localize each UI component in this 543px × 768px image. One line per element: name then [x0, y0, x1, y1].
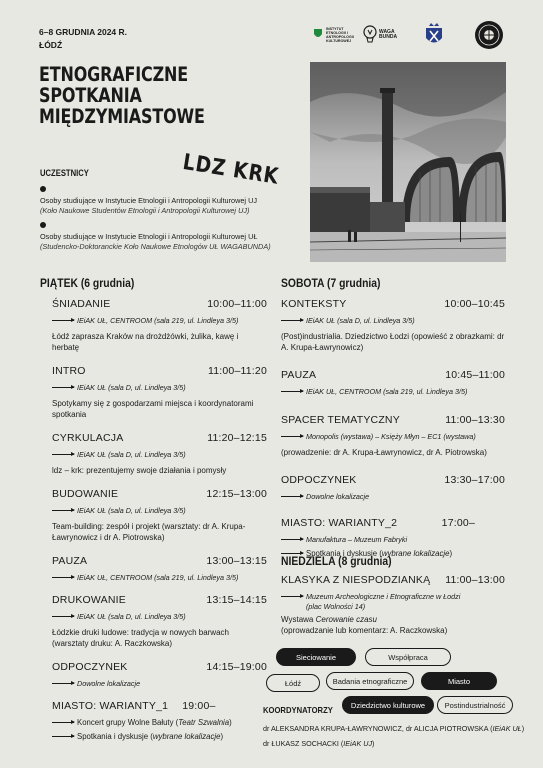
event-item — [281, 298, 505, 353]
event-time: 11:20–12:15 — [207, 432, 267, 444]
event-location-end: ) — [220, 732, 224, 741]
event-location-venue: wybrane lokalizacje — [381, 549, 450, 558]
date-text: 6–8 GRUDNIA 2024 R. — [39, 27, 128, 37]
arrow-icon — [52, 736, 74, 737]
title-line-2: SPOTKANIA — [39, 84, 142, 107]
arrow-icon — [52, 320, 74, 321]
participant-item — [40, 186, 310, 216]
event-location: Manufaktura – Muzeum Fabryki — [306, 535, 408, 544]
saturday-heading: SOBOTA (7 grudnia) — [281, 278, 381, 290]
event-description: (prowadzenie: dr A. Krupa-Ławrynowicz, dr A. Piotrowska) — [281, 448, 487, 457]
event-location: Monopolis (wystawa) – Księży Młyn – EC1 (wystawa) — [306, 432, 476, 441]
event-time: 13:15–14:15 — [206, 594, 267, 606]
event-time: 10:45–11:00 — [445, 369, 505, 381]
coordinators-line — [263, 739, 533, 749]
event-time: 17:00– — [441, 517, 475, 529]
event-description: Spotykamy się z gospodarzami miejsca i koordynatorami spotkania — [52, 399, 254, 419]
event-name: PAUZA — [52, 555, 88, 567]
event-location: IEiAK UŁ, CENTROOM (sala 219, ul. Lindleya 3/5) — [77, 316, 239, 325]
event-location: Muzeum Archeologiczne i Etnograficzne w Łodzi — [306, 592, 461, 601]
event-time: 12:15–13:00 — [206, 488, 267, 500]
arrow-icon — [52, 387, 74, 388]
event-time: 11:00–13:30 — [445, 414, 505, 426]
tag-lodz: Łódź — [266, 674, 320, 692]
event-time: 13:00–13:15 — [206, 555, 267, 567]
event-location-venue: Teatr Szwalnia — [178, 718, 230, 727]
event-name: ŚNIADANIE — [52, 298, 111, 310]
title-line-3: MIĘDZYMIASTOWE — [39, 105, 205, 128]
wagabunda-logo-text: WAGA BUNDA — [379, 28, 398, 40]
coordinators-heading: KOORDYNATORZY — [263, 705, 333, 715]
arrow-icon — [281, 496, 303, 497]
arrow-icon — [52, 722, 74, 723]
tag-sieciowanie: Sieciowanie — [276, 648, 356, 666]
event-description: (Post)industrialia. Dziedzictwo Łodzi (opowieść z obrazkami: dr A. Krupa-Ławrynowicz) — [281, 332, 505, 352]
event-location: IEiAK UŁ, CENTROOM (sala 219, ul. Lindleya 3/5) — [77, 573, 239, 582]
event-date — [39, 26, 127, 52]
event-name: KLASYKA Z NIESPODZIANKĄ — [281, 574, 431, 586]
event-description: ldz – krk: prezentujemy swoje działania i pomysły — [52, 466, 227, 475]
event-name: SPACER TEMATYCZNY — [281, 414, 400, 426]
arrow-icon — [281, 320, 303, 321]
event-item — [281, 369, 505, 396]
event-location: Dowolne lokalizacje — [77, 679, 141, 688]
lightbulb-icon — [362, 24, 378, 46]
event-description: (oprowadzanie lub komentarz: A. Raczkowska) — [281, 626, 448, 635]
event-time: 10:00–10:45 — [444, 298, 505, 310]
coordinators-line — [263, 724, 533, 734]
event-location-end: ) — [229, 718, 232, 727]
ul-seal — [474, 18, 504, 52]
crest-icon — [425, 22, 443, 48]
factory-photo — [310, 62, 506, 262]
sunday-heading: NIEDZIELA (8 grudnia) — [281, 556, 392, 568]
event-location: IEiAK UŁ, CENTROOM (sala 219, ul. Lindleya 3/5) — [306, 387, 468, 396]
event-item — [52, 700, 267, 741]
event-location: IEiAK UŁ (sala D, ul. Lindleya 3/5) — [306, 316, 415, 325]
event-name: MIASTO: WARIANTY_2 — [281, 517, 398, 529]
event-time: 13:30–17:00 — [444, 474, 505, 486]
event-name: INTRO — [52, 365, 86, 377]
event-item — [52, 555, 267, 582]
event-location-end: ) — [449, 549, 453, 558]
event-item — [281, 414, 505, 458]
event-name: KONTEKSTY — [281, 298, 347, 310]
tag-dziedzictwo: Dziedzictwo kulturowe — [342, 696, 434, 714]
event-item — [281, 574, 505, 636]
event-location: IEiAK UŁ (sala D, ul. Lindleya 3/5) — [77, 450, 186, 459]
coordinators-names: dr ŁUKASZ SOCHACKI ( — [263, 739, 344, 748]
event-item — [52, 488, 267, 543]
event-item — [52, 661, 267, 688]
institute-logo — [312, 18, 358, 52]
wagabunda-logo — [362, 18, 401, 52]
event-time: 19:00– — [182, 700, 216, 712]
title-line-1: ETNOGRAFICZNE — [39, 63, 188, 86]
tag-miasto: Miasto — [421, 672, 497, 690]
coordinators-names: dr ALEKSANDRA KRUPA-ŁAWRYNOWICZ, dr ALICJA PIOTROWSKA ( — [263, 724, 493, 733]
event-description: Łódzkie druki ludowe: tradycja w nowych barwach (warsztaty druku: A. Raczkowska) — [52, 628, 229, 648]
arrow-icon — [281, 596, 303, 597]
event-name: ODPOCZYNEK — [281, 474, 357, 486]
coordinators-affiliation: IEiAK UJ — [343, 739, 373, 748]
event-item — [52, 594, 267, 649]
coordinators-paren: ) — [521, 724, 525, 733]
event-name: MIASTO: WARIANTY_1 — [52, 700, 169, 712]
event-time: 14:15–19:00 — [206, 661, 267, 673]
coordinators-paren: ) — [372, 739, 375, 748]
event-time: 11:00–13:00 — [445, 574, 505, 586]
event-item — [281, 474, 505, 501]
arrow-icon — [281, 391, 303, 392]
event-item — [52, 365, 267, 420]
event-name: PAUZA — [281, 369, 317, 381]
friday-heading: PIĄTEK (6 grudnia) — [40, 278, 135, 290]
event-location: Koncert grupy Wolne Bałuty ( — [77, 718, 179, 727]
arrow-icon — [281, 436, 303, 437]
event-name: BUDOWANIE — [52, 488, 119, 500]
event-description: Team-building: zespół i projekt (warsztaty: dr A. Krupa-Ławrynowicz i dr A. Piotrowska) — [52, 522, 246, 542]
saturday-schedule — [281, 298, 505, 570]
participant-text: Osoby studiujące w Instytucie Etnologii i Antropologii Kulturowej UŁ — [40, 232, 258, 241]
event-location: Dowolne lokalizacje — [306, 492, 370, 501]
participant-sub: (Studencko-Doktoranckie Koło Naukowe Etnologów UŁ WAGABUNDA) — [40, 242, 271, 251]
event-location: IEiAK UŁ (sala D, ul. Lindleya 3/5) — [77, 506, 186, 515]
event-name: CYRKULACJA — [52, 432, 124, 444]
tag-postindustrialnosc: Postindustrialność — [437, 696, 513, 714]
arrow-icon — [281, 539, 303, 540]
institute-logo-text: INSTYTUT ETNOLOGII I ANTROPOLOGII KULTUROWEJ — [326, 26, 354, 44]
participant-item — [40, 222, 310, 252]
arrow-icon — [281, 553, 303, 554]
event-location: IEiAK UŁ (sala D, ul. Lindleya 3/5) — [77, 383, 186, 392]
arrow-icon — [52, 683, 74, 684]
ldz-krk-label: LDZ KRK — [181, 150, 281, 190]
arrow-icon — [52, 577, 74, 578]
uj-crest — [425, 18, 443, 52]
event-item — [52, 298, 267, 353]
event-location-address: (plac Wolności 14) — [306, 602, 366, 611]
participant-sub: (Koło Naukowe Studentów Etnologii i Antropologii Kulturowej UJ) — [40, 206, 250, 215]
arrow-icon — [52, 616, 74, 617]
event-name: DRUKOWANIE — [52, 594, 126, 606]
arrow-icon — [52, 454, 74, 455]
friday-schedule — [52, 298, 267, 753]
event-description: Wystawa — [281, 615, 316, 624]
event-description: Łódź zaprasza Kraków na drożdżówki, żulika, kawę i herbatę — [52, 332, 239, 352]
event-name: ODPOCZYNEK — [52, 661, 128, 673]
seal-icon — [474, 20, 504, 50]
event-location: Spotkania i dyskusje ( — [77, 732, 153, 741]
tag-wspolpraca: Współpraca — [365, 648, 451, 666]
event-location-venue: wybrane lokalizacje — [152, 732, 221, 741]
page-title — [39, 64, 228, 127]
exhibition-title: Cerowanie czasu — [315, 615, 377, 624]
coordinators-affiliation: IEiAK UŁ — [492, 724, 522, 733]
bullet-icon — [40, 222, 46, 228]
arrow-icon — [52, 510, 74, 511]
sunday-schedule — [281, 574, 505, 648]
tag-badania: Badania etnograficzne — [326, 672, 414, 690]
event-item — [52, 432, 267, 476]
participant-text: Osoby studiujące w Instytucie Etnologii i Antropologii Kulturowej UJ — [40, 196, 257, 205]
event-location: Spotkania i dyskusje ( — [306, 549, 382, 558]
event-location: IEiAK UŁ (sala D, ul. Lindleya 3/5) — [77, 612, 186, 621]
participants-heading: UCZESTNICY — [40, 168, 89, 178]
event-item — [281, 517, 505, 558]
event-time: 10:00–11:00 — [207, 298, 267, 310]
event-time: 11:00–11:20 — [207, 365, 267, 377]
institute-logo-icon — [312, 28, 324, 42]
city-text: ŁÓDŹ — [39, 40, 63, 50]
bullet-icon — [40, 186, 46, 192]
